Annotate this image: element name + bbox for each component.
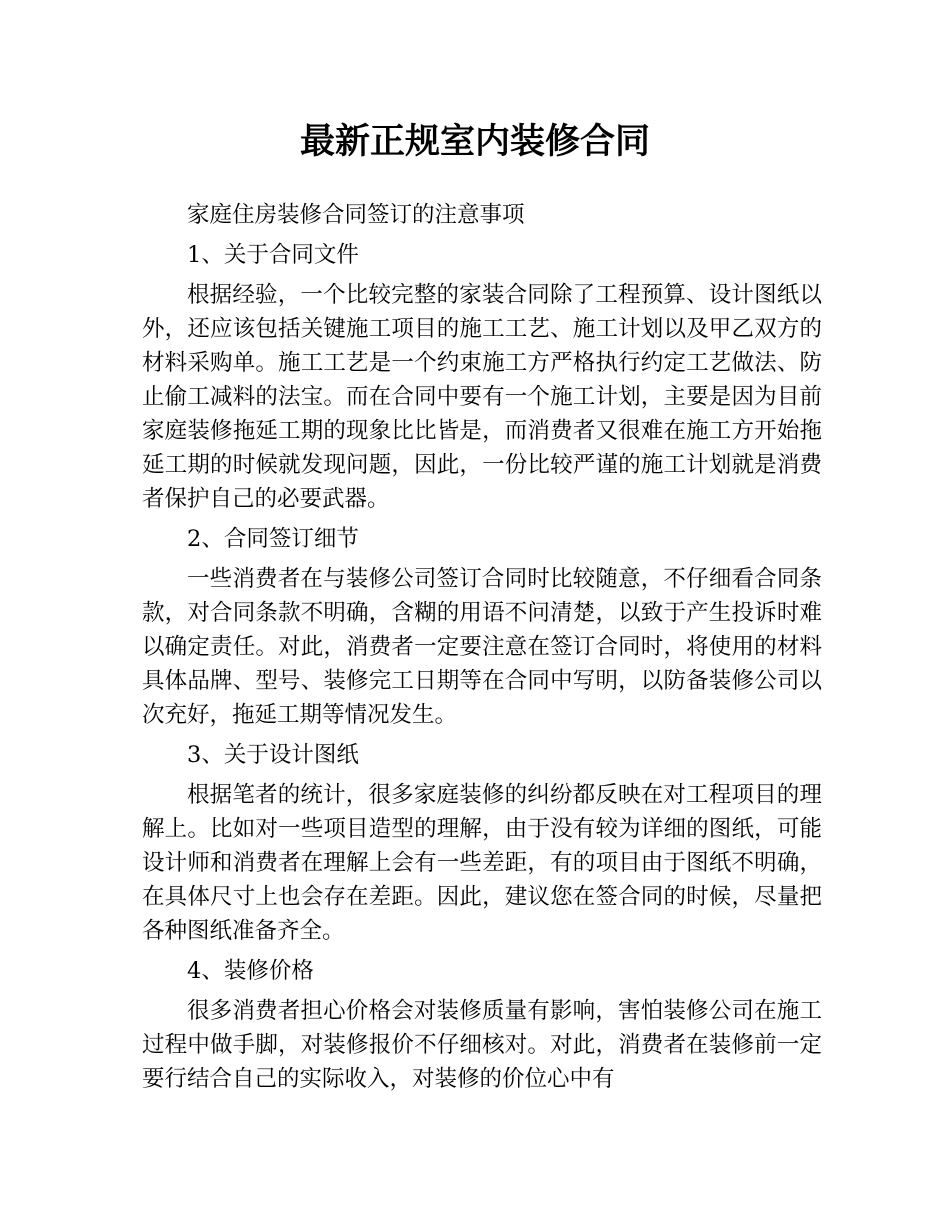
body-paragraph: 根据笔者的统计，很多家庭装修的纠纷都反映在对工程项目的理解上。比如对一些项目造型的理解，由于没有较为详细的图纸，可能设计师和消费者在理解上会有一些差距，有的项目由于图纸不明确，在具体尺寸上也会存在差距。因此，建议您在签合同的时候，尽量把各种图纸准备齐全。 (142, 782, 822, 944)
body-paragraph: 很多消费者担心价格会对装修质量有影响，害怕装修公司在施工过程中做手脚，对装修报价不仔细核对。对此，消费者在装修前一定要行结合自己的实际收入，对装修的价位心中有 (142, 998, 822, 1092)
section-heading: 2、合同签订细节 (187, 526, 359, 552)
document-body (142, 198, 822, 1096)
body-paragraph: 一些消费者在与装修公司签订合同时比较随意，不仔细看合同条款，对合同条款不明确，含糊的用语不问清楚，以致于产生投诉时难以确定责任。对此，消费者一定要注意在签订合同时，将使用的材料具体品牌、型号、装修完工日期等在合同中写明，以防备装修公司以次充好，拖延工期等情况发生。 (142, 566, 822, 728)
section-heading: 家庭住房装修合同签订的注意事项 (187, 202, 525, 228)
document-title: 最新正规室内装修合同 (299, 122, 650, 162)
section-heading: 1、关于合同文件 (187, 242, 359, 268)
section-heading: 3、关于设计图纸 (187, 742, 359, 768)
body-paragraph: 根据经验，一个比较完整的家装合同除了工程预算、设计图纸以外，还应该包括关键施工项目的施工工艺、施工计划以及甲乙双方的材料采购单。施工工艺是一个约束施工方严格执行约定工艺做法、防止偷工减料的法宝。而在合同中要有一个施工计划，主要是因为目前家庭装修拖延工期的现象比比皆是，而消费者又很难在施工方开始拖延工期的时候就发现问题，因此，一份比较严谨的施工计划就是消费者保护自己的必要武器。 (142, 282, 822, 512)
section-heading: 4、装修价格 (187, 958, 314, 984)
